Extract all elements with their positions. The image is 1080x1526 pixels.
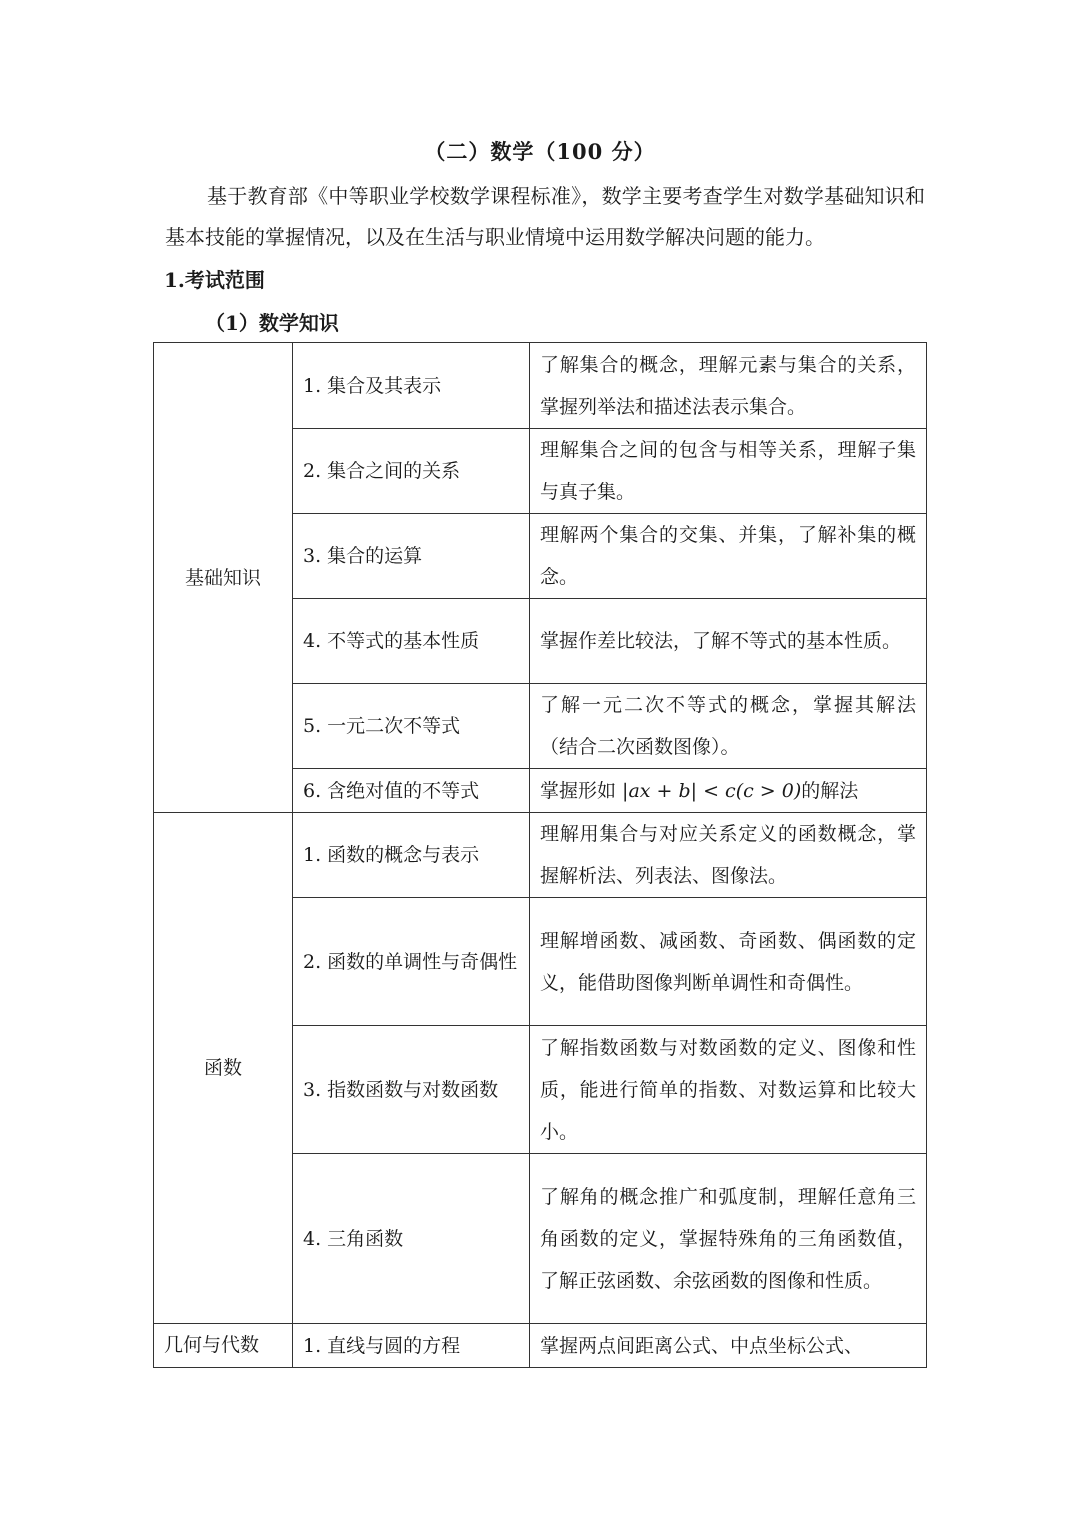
topic-cell: 2. 函数的单调性与奇偶性 (293, 898, 530, 1026)
description-cell (530, 769, 927, 813)
topic-cell: 3. 集合的运算 (293, 514, 530, 599)
description-cell: 了解指数函数与对数函数的定义、图像和性质，能进行简单的指数、对数运算和比较大小。 (530, 1026, 927, 1154)
description-cell: 了解集合的概念，理解元素与集合的关系，掌握列举法和描述法表示集合。 (530, 343, 927, 429)
heading-exam-scope: 1.考试范围 (164, 268, 265, 292)
description-cell: 理解增函数、减函数、奇函数、偶函数的定义，能借助图像判断单调性和奇偶性。 (530, 898, 927, 1026)
category-cell: 函数 (154, 813, 293, 1324)
topic-cell: 1. 直线与圆的方程 (293, 1324, 530, 1368)
math-formula: |ax + b| < c(c > 0) (622, 779, 802, 802)
heading-math-knowledge: （1）数学知识 (205, 311, 339, 335)
description-text: 掌握形如 (540, 779, 623, 802)
scope-table (153, 342, 927, 1368)
description-cell: 理解两个集合的交集、并集，了解补集的概念。 (530, 514, 927, 599)
description-cell: 了解一元二次不等式的概念，掌握其解法（结合二次函数图像）。 (530, 684, 927, 769)
topic-cell: 1. 函数的概念与表示 (293, 813, 530, 898)
topic-cell: 4. 不等式的基本性质 (293, 599, 530, 684)
intro-paragraph: 基于教育部《中等职业学校数学课程标准》，数学主要考查学生对数学基础知识和基本技能的掌握情况，以及在生活与职业情境中运用数学解决问题的能力。 (165, 184, 925, 249)
category-cell: 几何与代数 (154, 1324, 293, 1368)
description-cell: 掌握作差比较法，了解不等式的基本性质。 (530, 599, 927, 684)
topic-cell: 4. 三角函数 (293, 1154, 530, 1324)
table-row (154, 813, 927, 898)
description-text: 的解法 (801, 779, 859, 802)
description-cell: 理解集合之间的包含与相等关系，理解子集与真子集。 (530, 429, 927, 514)
topic-cell: 3. 指数函数与对数函数 (293, 1026, 530, 1154)
description-cell: 掌握两点间距离公式、中点坐标公式、 (530, 1324, 927, 1368)
topic-cell: 6. 含绝对值的不等式 (293, 769, 530, 813)
section-title: （二）数学（100 分） (424, 139, 656, 164)
topic-cell: 5. 一元二次不等式 (293, 684, 530, 769)
category-cell: 基础知识 (154, 343, 293, 813)
table-row (154, 343, 927, 429)
description-cell: 了解角的概念推广和弧度制，理解任意角三角函数的定义，掌握特殊角的三角函数值，了解正弦函数、余弦函数的图像和性质。 (530, 1154, 927, 1324)
table-row (154, 1324, 927, 1368)
topic-cell: 1. 集合及其表示 (293, 343, 530, 429)
topic-cell: 2. 集合之间的关系 (293, 429, 530, 514)
description-cell: 理解用集合与对应关系定义的函数概念，掌握解析法、列表法、图像法。 (530, 813, 927, 898)
